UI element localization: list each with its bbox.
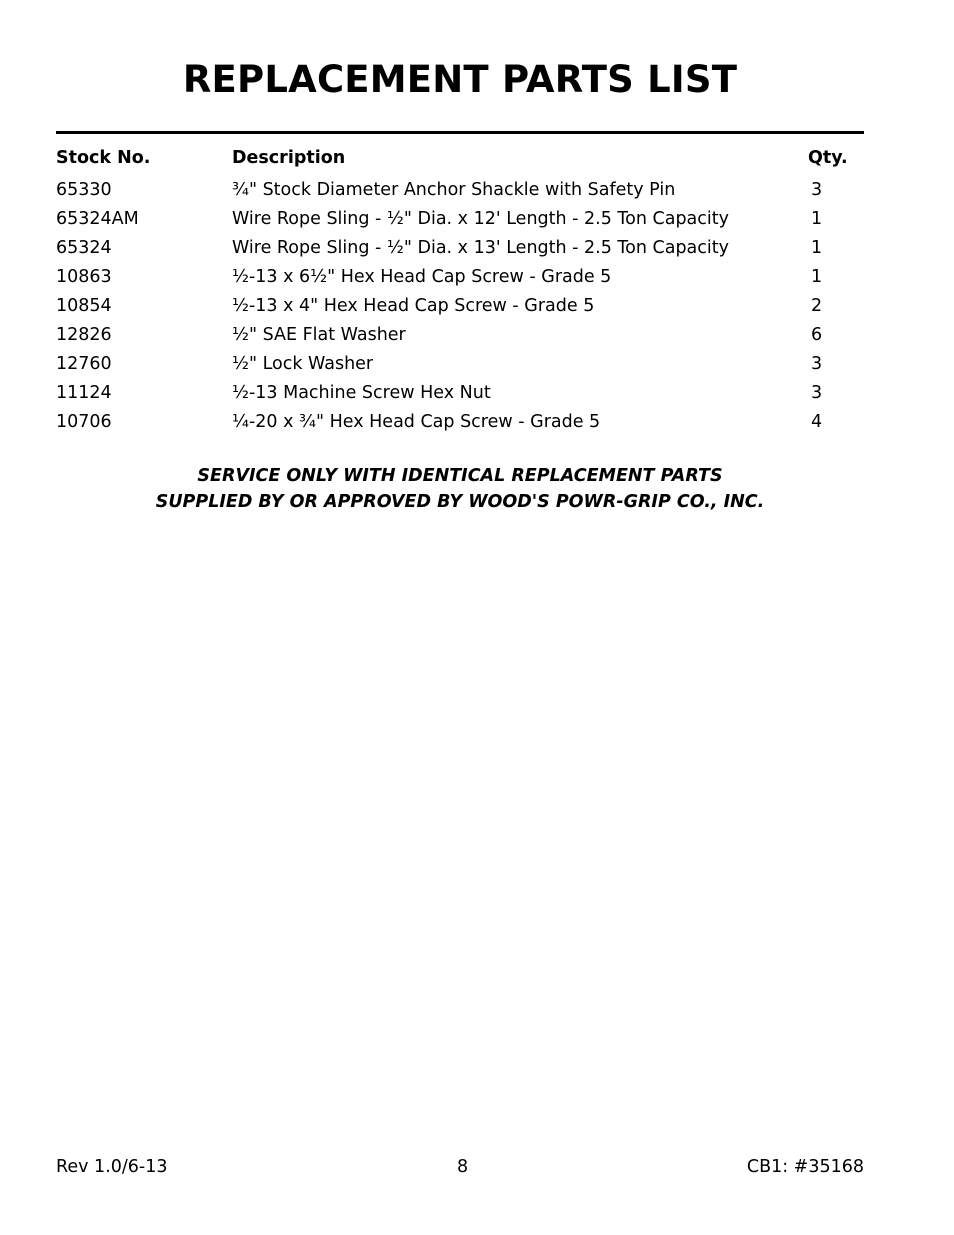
quantity-cell: 1 (811, 267, 823, 288)
table-row (56, 320, 864, 349)
stock-number-cell: 11124 (56, 382, 112, 403)
column-header-description: Description (232, 148, 346, 168)
description-cell: Wire Rope Sling - ½" Dia. x 12' Length - 2.5 Ton Capacity (232, 209, 729, 230)
quantity-cell: 6 (811, 324, 823, 345)
table-row (56, 263, 864, 292)
quantity-cell: 4 (811, 411, 823, 432)
document-id: CB1: #35168 (746, 1157, 864, 1177)
description-cell: Wire Rope Sling - ½" Dia. x 13' Length - 2.5 Ton Capacity (232, 238, 729, 259)
page-title: REPLACEMENT PARTS LIST (182, 58, 738, 101)
stock-number-cell: 65330 (56, 180, 112, 201)
description-cell: ½-13 x 6½" Hex Head Cap Screw - Grade 5 (232, 267, 612, 288)
page-number: 8 (457, 1157, 469, 1177)
quantity-cell: 1 (811, 209, 823, 230)
table-row (56, 234, 864, 263)
parts-table (56, 143, 864, 436)
stock-number-cell: 65324 (56, 238, 112, 259)
quantity-cell: 2 (811, 296, 823, 316)
quantity-cell: 1 (811, 238, 823, 259)
description-cell: ¾" Stock Diameter Anchor Shackle with Safety Pin (232, 180, 676, 201)
table-row (56, 349, 864, 378)
stock-number-cell: 10854 (56, 296, 112, 316)
table-header-row (56, 143, 864, 176)
description-cell: ½-13 x 4" Hex Head Cap Screw - Grade 5 (232, 296, 595, 316)
table-row (56, 378, 864, 407)
service-notice-line-1: SERVICE ONLY WITH IDENTICAL REPLACEMENT PARTS (197, 466, 723, 486)
quantity-cell: 3 (811, 180, 823, 201)
table-row (56, 205, 864, 234)
description-cell: ½" Lock Washer (232, 353, 374, 374)
description-cell: ½" SAE Flat Washer (232, 324, 406, 345)
page-footer (56, 1156, 864, 1178)
description-cell: ¼-20 x ¾" Hex Head Cap Screw - Grade 5 (232, 411, 601, 432)
stock-number-cell: 65324AM (56, 209, 139, 230)
stock-number-cell: 10706 (56, 411, 112, 432)
revision-label: Rev 1.0/6-13 (56, 1157, 168, 1177)
column-header-qty: Qty. (808, 148, 848, 168)
stock-number-cell: 12826 (56, 324, 112, 345)
service-notice (0, 464, 920, 515)
quantity-cell: 3 (811, 353, 823, 374)
stock-number-cell: 12760 (56, 353, 112, 374)
column-header-stock-no: Stock No. (56, 148, 151, 168)
table-row (56, 292, 864, 321)
table-row (56, 176, 864, 205)
stock-number-cell: 10863 (56, 267, 112, 288)
quantity-cell: 3 (811, 382, 823, 403)
service-notice-line-2: SUPPLIED BY OR APPROVED BY WOOD'S POWR-GRIP CO., INC. (155, 491, 765, 512)
table-row (56, 407, 864, 436)
description-cell: ½-13 Machine Screw Hex Nut (232, 382, 491, 403)
title-divider (56, 131, 864, 134)
